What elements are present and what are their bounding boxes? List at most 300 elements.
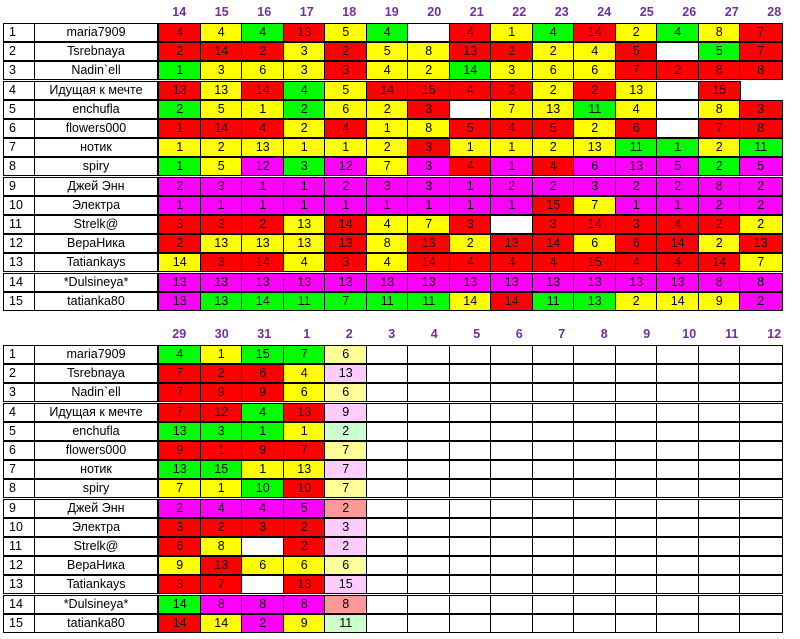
score-cell: 2 — [698, 234, 742, 253]
score-cell: 4 — [532, 23, 576, 42]
participant-name: Strelk@ — [34, 537, 158, 556]
score-cell — [573, 345, 617, 364]
score-cell — [241, 537, 285, 556]
score-cell: 6 — [573, 61, 617, 80]
score-cell — [615, 537, 659, 556]
score-cell: 13 — [200, 81, 244, 100]
score-cell: 2 — [532, 81, 576, 100]
score-cell: 11 — [615, 138, 659, 157]
score-cell — [366, 479, 410, 498]
score-cell: 13 — [158, 81, 202, 100]
score-cell — [698, 345, 742, 364]
score-cell — [739, 479, 783, 498]
score-cell: 3 — [200, 61, 244, 80]
participant-name: tatianka80 — [34, 292, 158, 311]
score-cell: 10 — [241, 479, 285, 498]
participant-name: Идущая к мечте — [34, 81, 158, 100]
participant-name: Электра — [34, 196, 158, 215]
score-cell: 2 — [200, 364, 244, 383]
score-cell: 12 — [200, 403, 244, 422]
score-cell: 15 — [407, 81, 451, 100]
participant-name: ВераНика — [34, 234, 158, 253]
score-cell — [698, 383, 742, 402]
score-cell: 7 — [158, 403, 202, 422]
participant-name: enchufla — [34, 100, 158, 119]
score-cell: 12 — [241, 157, 285, 176]
participant-name: Идущая к мечте — [34, 403, 158, 422]
row-number: 12 — [3, 234, 35, 253]
score-cell — [449, 403, 493, 422]
score-cell: 5 — [449, 119, 493, 138]
score-cell: 3 — [532, 215, 576, 234]
score-cell: 13 — [532, 273, 576, 292]
score-cell: 1 — [158, 138, 202, 157]
score-cell: 8 — [407, 119, 451, 138]
score-cell: 2 — [573, 81, 617, 100]
score-cell: 1 — [241, 460, 285, 479]
participant-name: Джей Энн — [34, 177, 158, 196]
participant-name: Strelk@ — [34, 215, 158, 234]
score-cell: 14 — [241, 292, 285, 311]
score-cell: 1 — [407, 196, 451, 215]
participant-name: Tatiankays — [34, 253, 158, 272]
score-cell — [656, 81, 700, 100]
score-cell — [656, 595, 700, 614]
score-cell: 14 — [573, 23, 617, 42]
score-cell — [407, 595, 451, 614]
score-cell: 2 — [656, 177, 700, 196]
score-cell: 14 — [449, 61, 493, 80]
score-cell: 4 — [324, 119, 368, 138]
row-number: 15 — [3, 292, 35, 311]
score-cell: 14 — [656, 292, 700, 311]
score-cell: 1 — [200, 196, 244, 215]
score-cell — [532, 441, 576, 460]
score-cell — [739, 614, 783, 633]
score-cell — [449, 383, 493, 402]
score-cell: 13 — [656, 273, 700, 292]
score-cell — [366, 403, 410, 422]
score-cell: 13 — [158, 460, 202, 479]
row-number: 12 — [3, 556, 35, 575]
participant-name: Джей Энн — [34, 499, 158, 518]
score-cell: 14 — [200, 119, 244, 138]
score-cell — [573, 441, 617, 460]
score-cell: 2 — [449, 234, 493, 253]
day-header: 11 — [725, 327, 739, 341]
score-cell: 3 — [739, 100, 783, 119]
score-cell: 13 — [200, 292, 244, 311]
score-cell: 1 — [449, 138, 493, 157]
row-number: 3 — [3, 383, 35, 402]
score-cell — [698, 614, 742, 633]
row-number: 6 — [3, 119, 35, 138]
score-cell: 8 — [200, 537, 244, 556]
score-cell — [407, 23, 451, 42]
score-cell: 8 — [200, 595, 244, 614]
score-cell: 4 — [283, 81, 327, 100]
score-cell: 2 — [324, 42, 368, 61]
score-cell: 2 — [532, 138, 576, 157]
participant-name: flowers000 — [34, 441, 158, 460]
score-cell: 3 — [200, 253, 244, 272]
score-cell — [366, 518, 410, 537]
score-cell — [739, 460, 783, 479]
score-cell — [656, 556, 700, 575]
score-cell — [366, 537, 410, 556]
score-cell — [449, 556, 493, 575]
score-cell: 1 — [241, 100, 285, 119]
score-cell: 1 — [158, 196, 202, 215]
score-cell — [739, 441, 783, 460]
score-cell: 2 — [241, 42, 285, 61]
score-cell: 2 — [698, 138, 742, 157]
day-header: 27 — [724, 5, 739, 19]
score-cell: 7 — [283, 345, 327, 364]
score-cell — [407, 422, 451, 441]
score-cell: 1 — [283, 196, 327, 215]
score-cell: 3 — [200, 215, 244, 234]
score-cell: 4 — [366, 253, 410, 272]
score-cell: 5 — [656, 157, 700, 176]
score-cell — [532, 614, 576, 633]
day-header: 15 — [214, 5, 229, 19]
score-cell: 4 — [449, 157, 493, 176]
score-cell — [698, 422, 742, 441]
score-cell: 2 — [573, 119, 617, 138]
score-cell — [366, 499, 410, 518]
score-cell: 7 — [158, 364, 202, 383]
score-cell — [739, 575, 783, 594]
day-header: 6 — [515, 327, 523, 341]
score-cell — [698, 499, 742, 518]
score-cell: 3 — [449, 215, 493, 234]
score-cell: 1 — [241, 422, 285, 441]
score-cell — [490, 499, 534, 518]
score-cell — [615, 499, 659, 518]
score-cell: 7 — [407, 215, 451, 234]
score-cell: 2 — [615, 23, 659, 42]
score-cell — [449, 422, 493, 441]
score-cell — [615, 614, 659, 633]
score-cell — [407, 383, 451, 402]
score-cell: 13 — [200, 234, 244, 253]
score-cell: 4 — [449, 253, 493, 272]
score-cell: 3 — [158, 575, 202, 594]
score-cell: 1 — [324, 138, 368, 157]
score-cell: 14 — [158, 595, 202, 614]
score-cell: 1 — [449, 196, 493, 215]
score-cell — [449, 614, 493, 633]
row-number: 8 — [3, 479, 35, 498]
score-cell: 7 — [324, 479, 368, 498]
score-cell — [615, 575, 659, 594]
score-cell — [739, 345, 783, 364]
participant-name: Nadin`ell — [34, 61, 158, 80]
score-cell: 1 — [656, 138, 700, 157]
score-cell: 13 — [615, 81, 659, 100]
score-cell: 5 — [283, 499, 327, 518]
score-cell — [407, 345, 451, 364]
day-header: 7 — [558, 327, 566, 341]
score-cell: 14 — [241, 81, 285, 100]
score-cell — [490, 595, 534, 614]
day-header: 28 — [767, 5, 782, 19]
score-cell: 13 — [158, 292, 202, 311]
score-cell: 2 — [158, 100, 202, 119]
row-number: 14 — [3, 595, 35, 614]
score-cell: 8 — [698, 23, 742, 42]
participant-name: Tsrebnaya — [34, 42, 158, 61]
day-header: 23 — [554, 5, 569, 19]
score-cell — [656, 364, 700, 383]
score-cell: 12 — [324, 157, 368, 176]
score-cell: 13 — [407, 273, 451, 292]
score-cell: 2 — [324, 422, 368, 441]
score-cell — [656, 403, 700, 422]
score-cell — [407, 460, 451, 479]
score-cell: 1 — [324, 196, 368, 215]
score-cell: 1 — [158, 61, 202, 80]
score-cell: 11 — [573, 100, 617, 119]
score-cell: 5 — [698, 42, 742, 61]
score-cell: 2 — [283, 537, 327, 556]
score-cell: 8 — [698, 100, 742, 119]
score-cell: 11 — [739, 138, 783, 157]
score-cell: 13 — [324, 234, 368, 253]
score-cell: 13 — [283, 273, 327, 292]
score-cell: 6 — [573, 157, 617, 176]
score-cell — [407, 364, 451, 383]
score-cell: 8 — [407, 42, 451, 61]
score-cell: 14 — [656, 234, 700, 253]
score-cell: 4 — [200, 23, 244, 42]
score-cell: 15 — [532, 196, 576, 215]
score-cell — [698, 537, 742, 556]
score-cell: 1 — [283, 177, 327, 196]
score-cell: 1 — [615, 196, 659, 215]
score-cell — [490, 479, 534, 498]
score-cell: 1 — [366, 196, 410, 215]
score-cell: 2 — [158, 234, 202, 253]
score-cell: 13 — [573, 138, 617, 157]
score-cell: 2 — [490, 81, 534, 100]
score-cell: 7 — [366, 157, 410, 176]
score-cell: 3 — [407, 157, 451, 176]
score-cell — [656, 441, 700, 460]
score-cell: 6 — [241, 364, 285, 383]
score-cell: 2 — [739, 292, 783, 311]
score-cell: 13 — [490, 234, 534, 253]
score-cell: 7 — [158, 383, 202, 402]
score-cell: 6 — [324, 345, 368, 364]
day-header: 16 — [257, 5, 272, 19]
score-cell — [573, 460, 617, 479]
score-cell: 9 — [241, 441, 285, 460]
score-cell — [615, 479, 659, 498]
score-cell: 6 — [324, 100, 368, 119]
score-cell — [656, 614, 700, 633]
score-cell: 4 — [656, 253, 700, 272]
score-cell: 14 — [200, 614, 244, 633]
score-cell: 1 — [158, 119, 202, 138]
score-cell — [698, 575, 742, 594]
day-header: 29 — [172, 327, 187, 341]
score-cell — [656, 42, 700, 61]
score-cell — [449, 537, 493, 556]
score-cell: 2 — [739, 196, 783, 215]
score-cell: 7 — [698, 119, 742, 138]
score-cell: 4 — [490, 119, 534, 138]
score-cell: 2 — [366, 138, 410, 157]
score-cell: 2 — [739, 177, 783, 196]
row-number: 5 — [3, 100, 35, 119]
participant-name: tatianka80 — [34, 614, 158, 633]
row-number: 9 — [3, 177, 35, 196]
score-cell: 14 — [200, 42, 244, 61]
score-cell: 4 — [158, 23, 202, 42]
score-cell — [366, 460, 410, 479]
day-header: 24 — [597, 5, 612, 19]
score-cell: 6 — [241, 556, 285, 575]
score-cell — [698, 460, 742, 479]
score-cell — [656, 499, 700, 518]
score-cell: 1 — [200, 345, 244, 364]
score-cell — [573, 403, 617, 422]
score-cell — [366, 422, 410, 441]
score-cell: 13 — [283, 460, 327, 479]
score-cell: 13 — [490, 273, 534, 292]
score-cell: 13 — [573, 292, 617, 311]
score-cell: 7 — [158, 479, 202, 498]
participant-name: Tatiankays — [34, 575, 158, 594]
score-cell: 8 — [739, 119, 783, 138]
score-cell: 2 — [698, 196, 742, 215]
score-cell — [698, 479, 742, 498]
score-cell: 1 — [490, 196, 534, 215]
row-number: 4 — [3, 403, 35, 422]
score-cell: 13 — [366, 273, 410, 292]
score-cell: 4 — [283, 364, 327, 383]
day-header: 5 — [473, 327, 481, 341]
score-cell — [698, 556, 742, 575]
score-cell — [739, 422, 783, 441]
score-cell — [615, 383, 659, 402]
day-header: 4 — [430, 327, 438, 341]
score-cell: 4 — [656, 23, 700, 42]
score-cell — [698, 403, 742, 422]
row-number: 15 — [3, 614, 35, 633]
score-cell: 3 — [283, 42, 327, 61]
score-cell: 4 — [490, 253, 534, 272]
score-cell: 14 — [532, 234, 576, 253]
score-cell — [698, 441, 742, 460]
score-cell — [573, 422, 617, 441]
score-cell: 8 — [698, 273, 742, 292]
score-cell — [573, 364, 617, 383]
row-number: 8 — [3, 157, 35, 176]
score-cell: 3 — [241, 518, 285, 537]
score-cell: 3 — [407, 177, 451, 196]
score-cell: 10 — [283, 479, 327, 498]
score-cell — [739, 499, 783, 518]
score-cell: 7 — [200, 575, 244, 594]
score-cell: 13 — [449, 42, 493, 61]
score-cell — [490, 614, 534, 633]
score-cell: 13 — [615, 273, 659, 292]
score-cell: 6 — [573, 234, 617, 253]
score-cell — [573, 595, 617, 614]
score-cell: 4 — [615, 100, 659, 119]
score-cell: 2 — [324, 177, 368, 196]
score-cell: 8 — [739, 61, 783, 80]
score-cell: 9 — [283, 614, 327, 633]
score-cell: 2 — [200, 138, 244, 157]
score-cell: 2 — [324, 499, 368, 518]
score-cell: 1 — [241, 177, 285, 196]
score-cell — [698, 364, 742, 383]
row-number: 1 — [3, 23, 35, 42]
score-cell — [615, 556, 659, 575]
score-cell: 4 — [158, 345, 202, 364]
score-cell: 4 — [615, 253, 659, 272]
score-cell: 2 — [698, 215, 742, 234]
score-cell: 4 — [656, 215, 700, 234]
score-cell — [739, 595, 783, 614]
participant-name: *Dulsineya* — [34, 595, 158, 614]
score-cell: 6 — [615, 234, 659, 253]
row-number: 2 — [3, 42, 35, 61]
day-header: 9 — [643, 327, 651, 341]
score-cell: 6 — [324, 383, 368, 402]
score-cell: 7 — [615, 61, 659, 80]
score-cell: 1 — [200, 441, 244, 460]
score-cell: 15 — [324, 575, 368, 594]
score-cell — [532, 595, 576, 614]
score-cell: 2 — [324, 537, 368, 556]
score-cell — [366, 441, 410, 460]
score-cell — [366, 614, 410, 633]
score-cell: 13 — [158, 422, 202, 441]
score-cell: 2 — [283, 518, 327, 537]
score-cell — [656, 460, 700, 479]
score-cell — [532, 345, 576, 364]
score-cell — [366, 575, 410, 594]
score-cell: 2 — [158, 42, 202, 61]
score-cell: 4 — [573, 42, 617, 61]
row-number: 6 — [3, 441, 35, 460]
score-cell: 13 — [573, 273, 617, 292]
score-cell — [490, 215, 534, 234]
day-header: 12 — [767, 327, 782, 341]
score-cell: 2 — [490, 42, 534, 61]
score-cell: 6 — [615, 119, 659, 138]
score-cell: 8 — [698, 177, 742, 196]
score-cell — [532, 460, 576, 479]
score-cell — [656, 383, 700, 402]
score-cell: 14 — [241, 253, 285, 272]
score-cell: 9 — [158, 556, 202, 575]
score-cell — [698, 518, 742, 537]
score-cell: 2 — [615, 292, 659, 311]
participant-name: ВераНика — [34, 556, 158, 575]
score-cell — [656, 518, 700, 537]
score-cell: 14 — [573, 215, 617, 234]
row-number: 2 — [3, 364, 35, 383]
row-number: 10 — [3, 518, 35, 537]
score-cell: 5 — [324, 81, 368, 100]
score-cell: 3 — [366, 177, 410, 196]
